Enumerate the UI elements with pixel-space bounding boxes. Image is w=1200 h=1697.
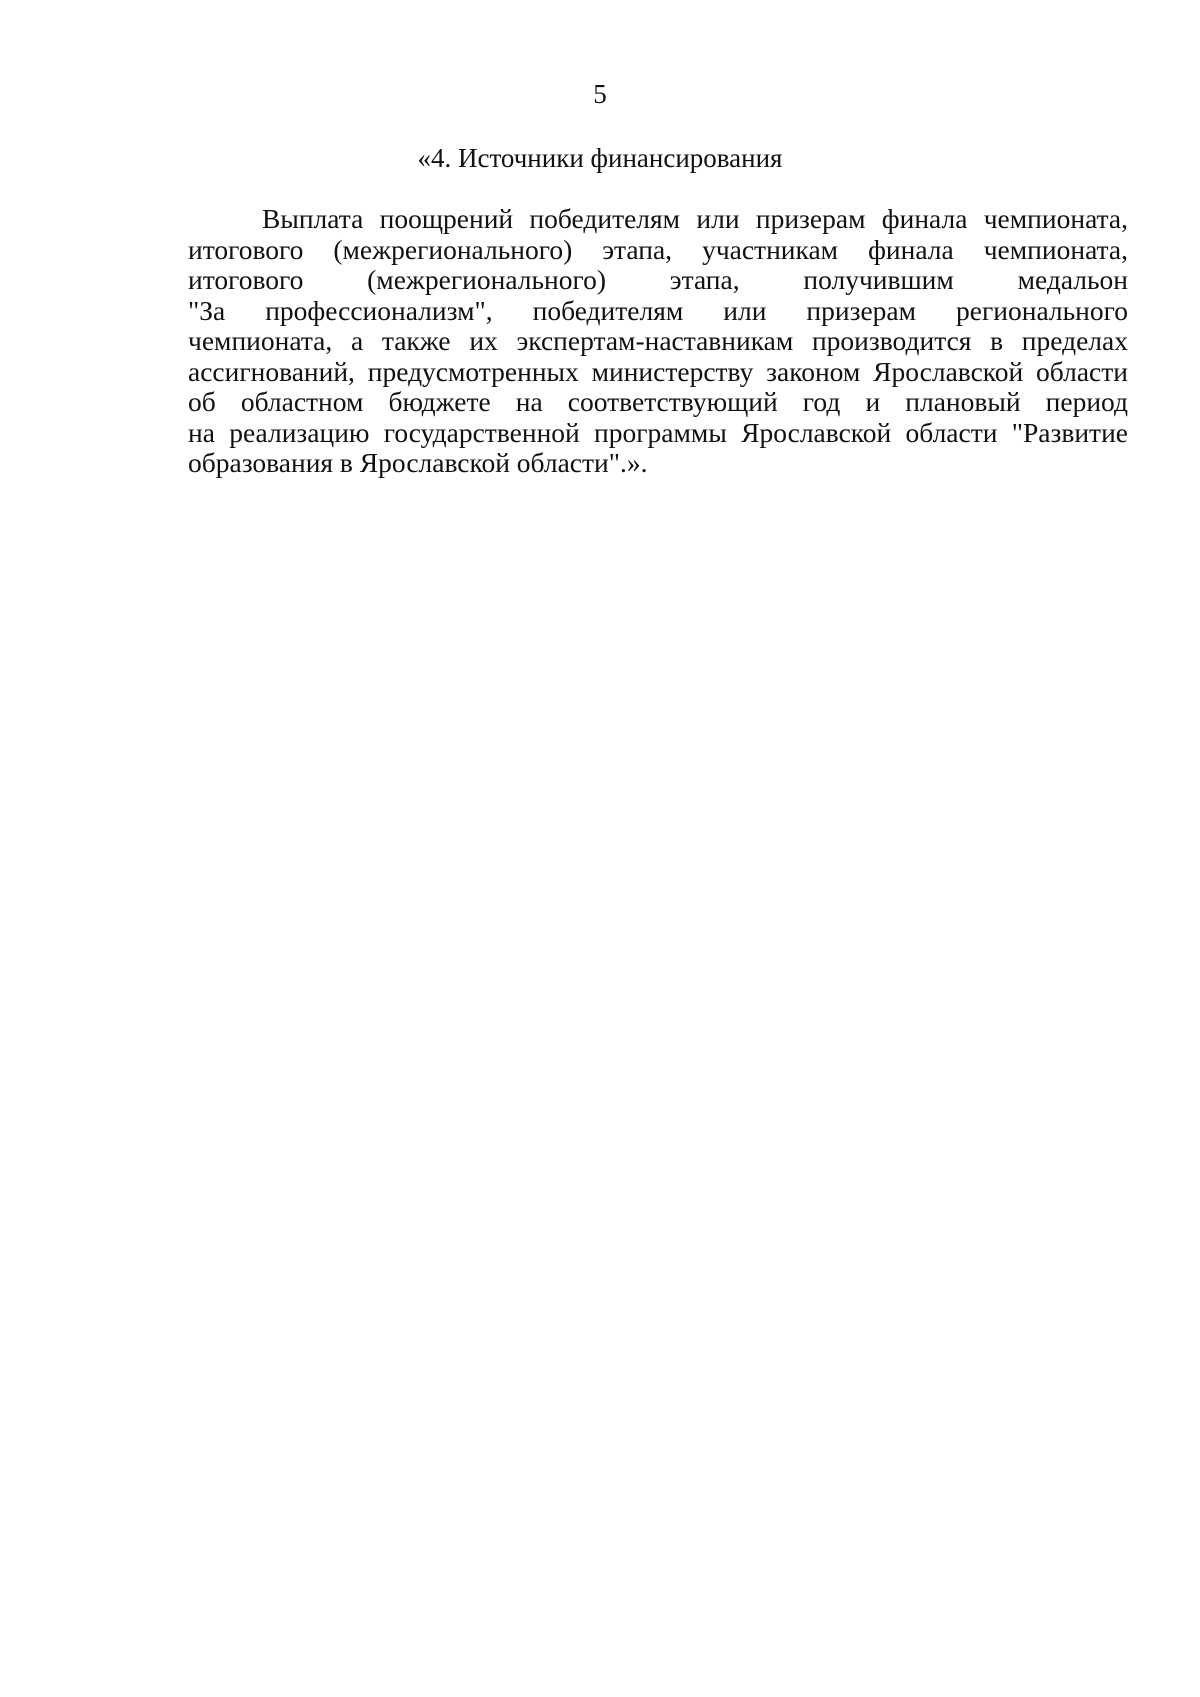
paragraph-line: итогового (межрегионального) этапа, участникам финала чемпионата, <box>188 233 1128 265</box>
paragraph-line: Выплата поощрений победителям или призерам финала чемпионата, <box>262 203 1128 234</box>
page-number: 5 <box>593 79 607 109</box>
paragraph-line: чемпионата, а также их экспертам-наставникам производится в пределах <box>188 325 1128 356</box>
body-paragraph <box>188 204 1128 479</box>
paragraph-line: "За профессионализм", победителям или призерам регионального <box>188 294 1128 326</box>
paragraph-line: на реализацию государственной программы Ярославской области "Развитие <box>188 416 1128 448</box>
section-heading: «4. Источники финансирования <box>417 143 783 173</box>
paragraph-line: ассигнований, предусмотренных министерству законом Ярославской области <box>188 355 1128 387</box>
paragraph-line: итогового (межрегионального) этапа, получившим медальон <box>188 264 1128 295</box>
paragraph-line: об областном бюджете на соответствующий год и плановый период <box>188 386 1128 417</box>
paragraph-line: образования в Ярославской области".». <box>188 447 648 478</box>
